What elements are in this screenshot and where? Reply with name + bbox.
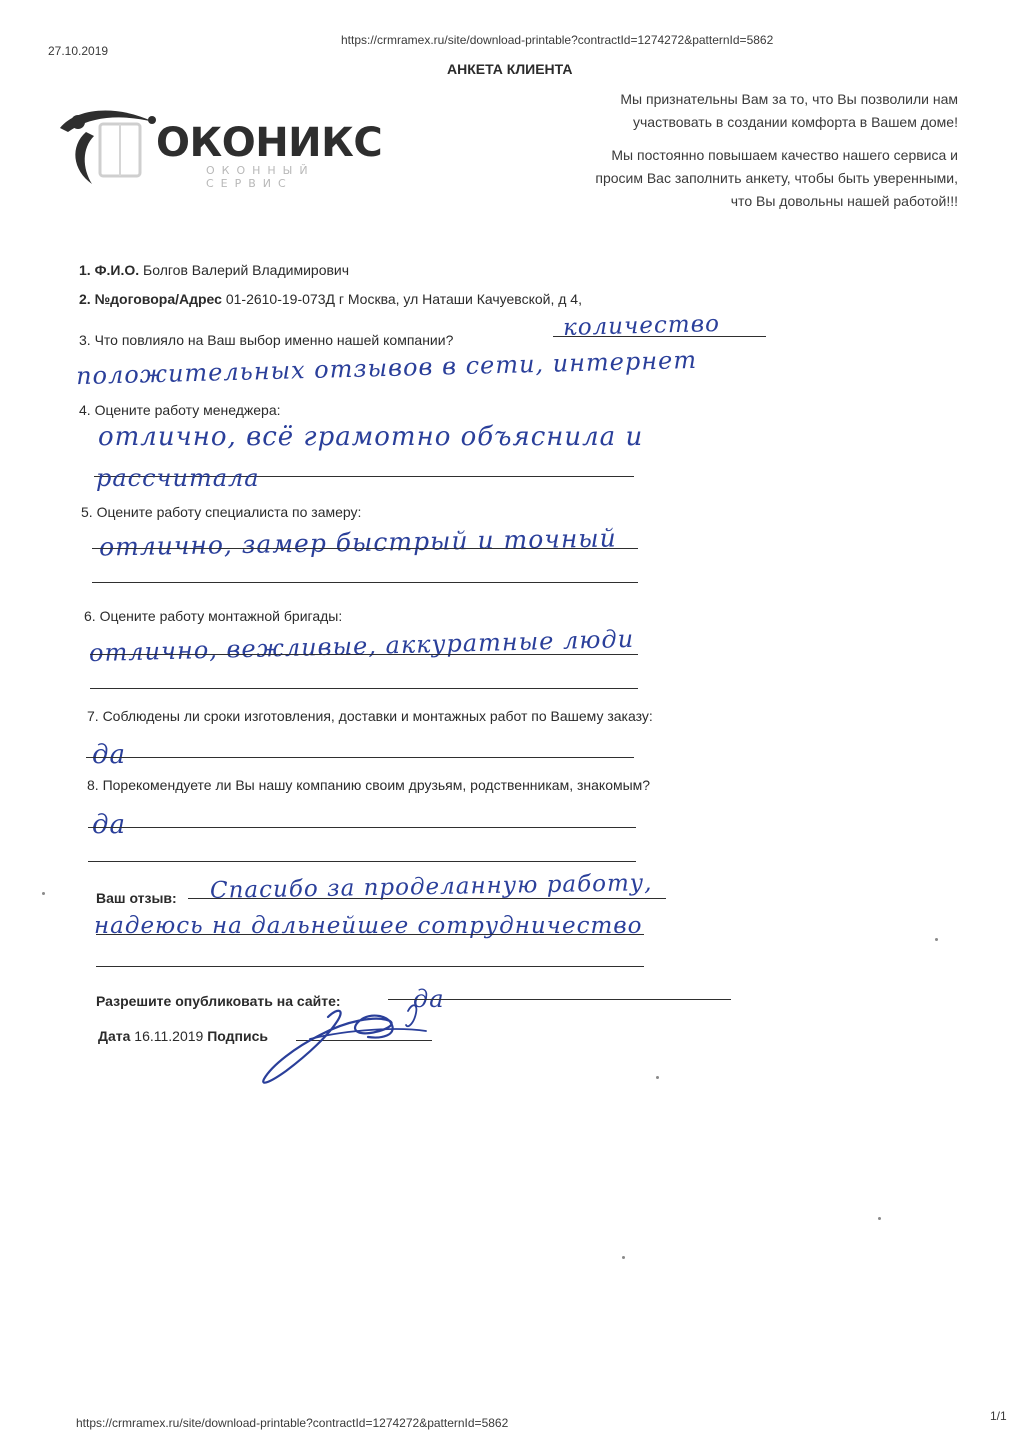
intro-block: [595, 88, 958, 213]
intro-line: Мы признательны Вам за то, что Вы позволили нам: [620, 91, 958, 107]
q2-row: [79, 291, 582, 307]
answer-line: [188, 898, 666, 899]
answer-line: [96, 934, 644, 935]
scan-speck: [878, 1217, 881, 1220]
answer-line: [92, 548, 638, 549]
q3-answer-line-2: положительных отзывов в сети, интернет: [75, 345, 698, 391]
answer-line: [96, 966, 644, 967]
q2-value: 01-2610-19-073Д г Москва, ул Наташи Качуевской, д 4,: [225, 291, 582, 307]
q4-answer-line-1: отлично, всё грамотно объяснила и: [98, 422, 644, 452]
publish-label-text: Разрешите опубликовать на сайте:: [96, 993, 341, 1009]
answer-line: [90, 654, 638, 655]
review-label: [96, 890, 177, 906]
intro-line: участвовать в создании комфорта в Вашем доме!: [632, 114, 958, 130]
q3-answer-line-1: количество: [562, 310, 721, 342]
logo-subtitle: ОКОННЫЙ СЕРВИС: [206, 164, 315, 190]
print-url-top: https://crmramex.ru/site/download-printable?contractId=1274272&patternId=5862: [341, 33, 774, 47]
review-label-text: Ваш отзыв:: [96, 890, 177, 906]
print-url-bottom: https://crmramex.ru/site/download-printable?contractId=1274272&patternId=5862: [76, 1416, 509, 1430]
answer-line: [90, 688, 638, 689]
answer-line: [388, 999, 731, 1000]
form-title: АНКЕТА КЛИЕНТА: [447, 61, 573, 77]
date-label: Дата: [98, 1028, 131, 1044]
answer-line: [86, 757, 634, 758]
answer-line: [92, 582, 638, 583]
logo-name: ОКОНИКС: [156, 120, 383, 166]
q3-label: 3. Что повлияло на Ваш выбор именно нашей компании?: [79, 332, 454, 348]
q1-value: Болгов Валерий Владимирович: [143, 262, 350, 278]
scan-speck: [656, 1076, 659, 1079]
q7-answer: да: [92, 740, 126, 770]
company-logo: [56, 98, 386, 198]
intro-line: что Вы довольны нашей работой!!!: [730, 193, 958, 209]
q7-label: 7. Соблюдены ли сроки изготовления, доставки и монтажных работ по Вашему заказу:: [87, 708, 653, 724]
q4-answer-line-2: рассчитала: [96, 464, 260, 492]
scan-speck: [935, 938, 938, 941]
review-answer-line-1: Спасибо за проделанную работу,: [209, 870, 653, 904]
print-date: 27.10.2019: [48, 44, 109, 58]
intro-line: просим Вас заполнить анкету, чтобы быть уверенными,: [595, 170, 958, 186]
publish-answer: да: [413, 985, 445, 1013]
q8-answer: да: [92, 810, 126, 840]
q8-label: 8. Порекомендуете ли Вы нашу компанию своим друзьям, родственникам, знакомым?: [87, 777, 651, 793]
q2-label: 2. №договора/Адрес: [79, 291, 222, 307]
date-value: 16.11.2019: [134, 1028, 204, 1044]
date-sign-row: [98, 1028, 268, 1044]
page-number: 1/1: [990, 1409, 1007, 1423]
q5-answer-line-1: отлично, замер быстрый и точный: [98, 523, 617, 562]
scan-speck: [42, 892, 45, 895]
intro-line: Мы постоянно повышаем качество нашего сервиса и: [611, 147, 958, 163]
scan-speck: [622, 1256, 625, 1259]
review-answer-line-2: надеюсь на дальнейшее сотрудничество: [94, 913, 643, 939]
signature-scribble: [250, 995, 430, 1090]
answer-line: [88, 861, 636, 862]
q4-label: 4. Оцените работу менеджера:: [79, 402, 281, 418]
q6-label: 6. Оцените работу монтажной бригады:: [84, 608, 343, 624]
sign-label: Подпись: [207, 1028, 268, 1044]
q1-label: 1. Ф.И.О.: [79, 262, 140, 278]
q1-row: [79, 262, 349, 278]
q6-answer-line-1: отлично, вежливые, аккуратные люди: [88, 624, 635, 668]
window-figure-icon: [56, 98, 166, 198]
q5-label: 5. Оцените работу специалиста по замеру:: [81, 504, 362, 520]
answer-line: [88, 827, 636, 828]
